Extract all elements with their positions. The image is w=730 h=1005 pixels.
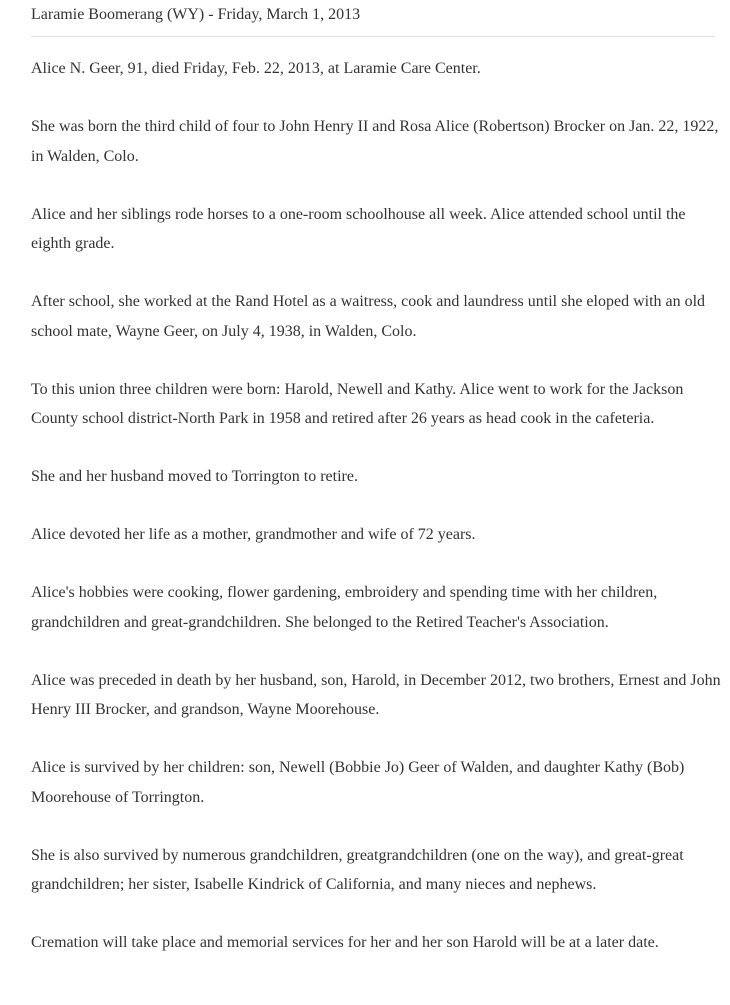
paragraph-services: Cremation will take place and memorial services for her and her son Harold will be at a later date. bbox=[31, 934, 659, 951]
obituary-body bbox=[31, 54, 721, 986]
article-source-header: Laramie Boomerang (WY) - Friday, March 1, 2013 bbox=[31, 6, 361, 23]
paragraph-death-notice: Alice N. Geer, 91, died Friday, Feb. 22, 2013, at Laramie Care Center. bbox=[31, 60, 481, 77]
paragraph-survived-by-children: Alice is survived by her children: son, Newell (Bobbie Jo) Geer of Walden, and daughter Kathy (Bob) Moorehouse of Torrington. bbox=[31, 759, 685, 806]
paragraph-children-career: To this union three children were born: Harold, Newell and Kathy. Alice went to work for the Jackson County school district-North Park in 1958 and retired after 26 years as head cook in the cafeteria. bbox=[31, 380, 684, 427]
header-divider bbox=[31, 36, 715, 37]
paragraph-survived-by-family: She is also survived by numerous grandchildren, greatgrandchildren (one on the way), and great-great grandchildren; her sister, Isabelle Kindrick of California, and many nieces and nephews. bbox=[31, 846, 684, 893]
paragraph-marriage: After school, she worked at the Rand Hotel as a waitress, cook and laundress until she eloped with an old school mate, Wayne Geer, on July 4, 1938, in Walden, Colo. bbox=[31, 293, 706, 340]
paragraph-hobbies: Alice's hobbies were cooking, flower gardening, embroidery and spending time with her children, grandchildren and great-grandchildren. She belonged to the Retired Teacher's Association. bbox=[31, 584, 658, 631]
paragraph-retirement: She and her husband moved to Torrington to retire. bbox=[31, 468, 358, 485]
paragraph-preceded-in-death: Alice was preceded in death by her husband, son, Harold, in December 2012, two brothers, Ernest and John Henry III Brocker, and grandson, Wayne Moorehouse. bbox=[31, 671, 721, 718]
paragraph-schooling: Alice and her siblings rode horses to a one-room schoolhouse all week. Alice attended school until the eighth grade. bbox=[31, 205, 686, 252]
paragraph-devotion: Alice devoted her life as a mother, grandmother and wife of 72 years. bbox=[31, 526, 476, 543]
paragraph-birth: She was born the third child of four to John Henry II and Rosa Alice (Robertson) Brocker on Jan. 22, 1922, in Walden, Colo. bbox=[31, 118, 719, 165]
